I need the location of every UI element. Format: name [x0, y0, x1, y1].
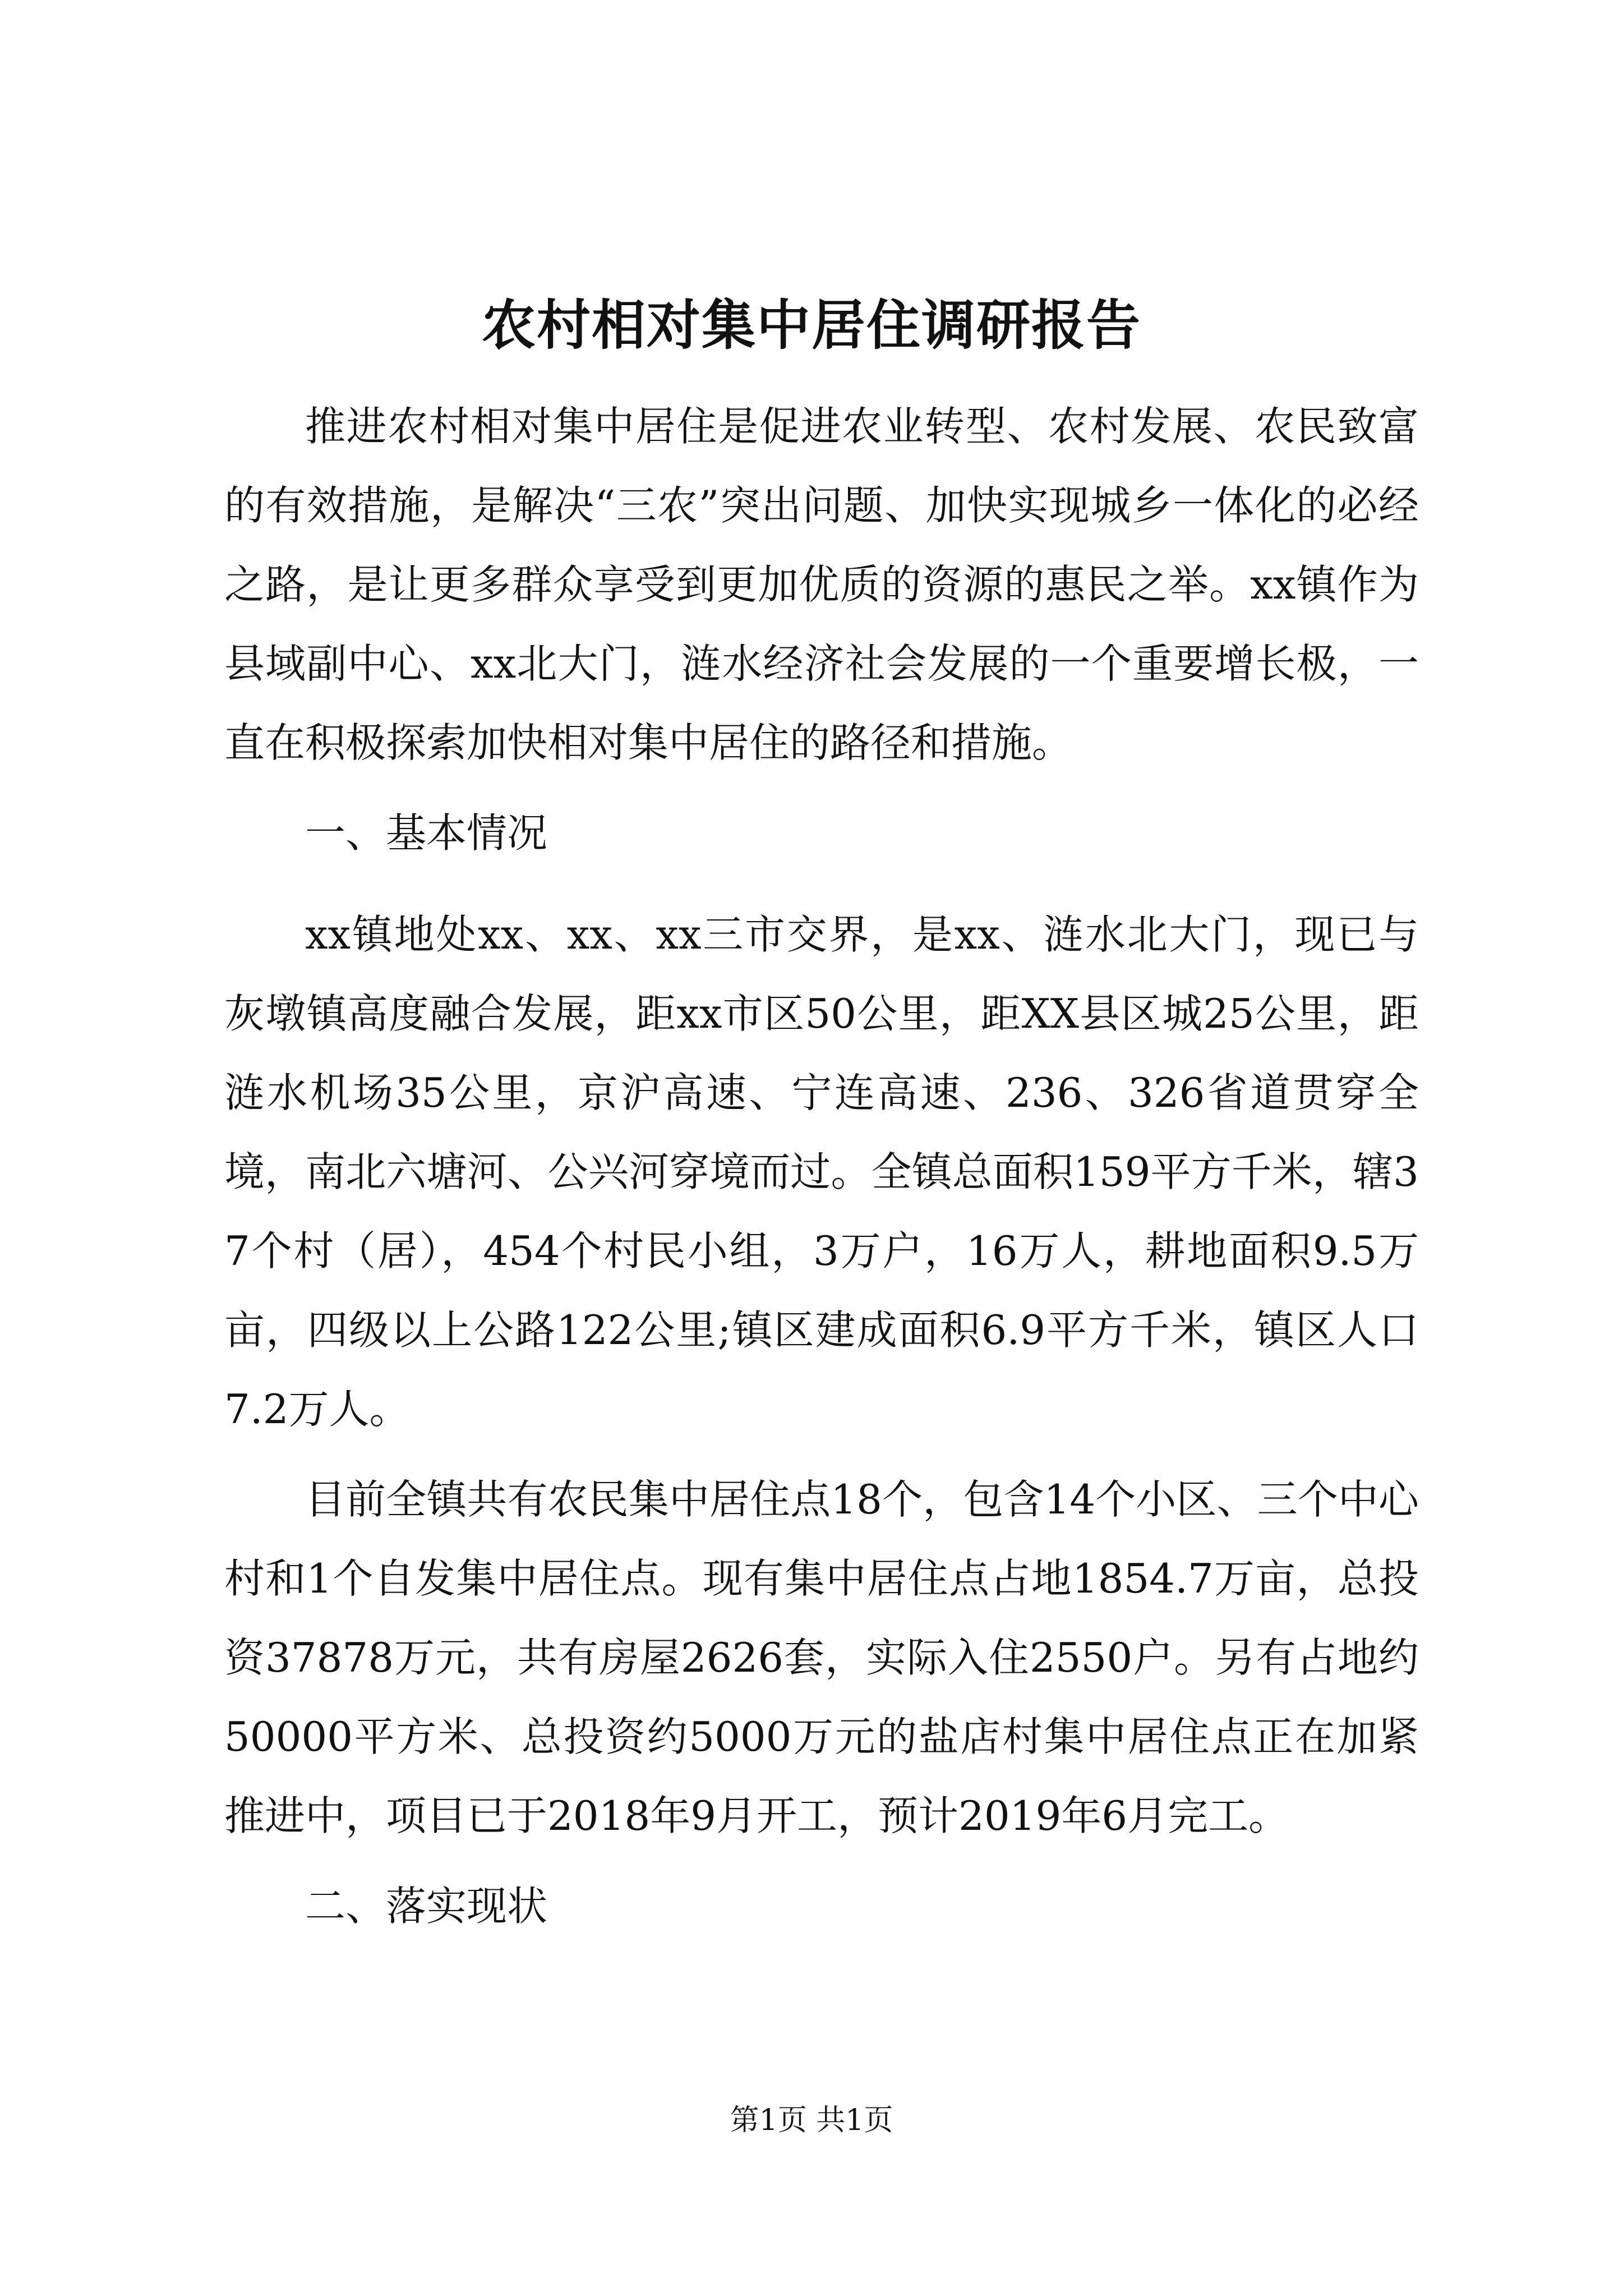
page-number-footer: 第1页 共1页 [730, 2104, 893, 2137]
document-body [224, 387, 1419, 1957]
section-heading-basic-situation: 一、基本情况 [305, 809, 548, 857]
section-heading-implementation-status: 二、落实现状 [305, 1883, 548, 1930]
basic-situation-paragraph: xx镇地处xx、xx、xx三市交界，是xx、涟水北大门，现已与灰墩镇高度融合发展，距xx市区50公里，距XX县区城25公里，距涟水机场35公里，京沪高速、宁连高速、236、326省道贯穿全境，南北六塘河、公兴河穿境而过。全镇总面积159平方千米，辖37个村（居），454个村民小组，3万户，16万人，耕地面积9.5万亩，四级以上公路122公里;镇区建成面积6.9平方千米，镇区人口7.2万人。 [224, 911, 1419, 1433]
settlement-points-paragraph: 目前全镇共有农民集中居住点18个，包含14个小区、三个中心村和1个自发集中居住点。现有集中居住点占地1854.7万亩，总投资37878万元，共有房屋2626套，实际入住2550户。另有占地约50000平方米、总投资约5000万元的盐店村集中居住点正在加紧推进中，项目已于2018年9月开工，预计2019年6月完工。 [224, 1476, 1419, 1839]
intro-paragraph: 推进农村相对集中居住是促进农业转型、农村发展、农民致富的有效措施，是解决“三农”突出问题、加快实现城乡一体化的必经之路，是让更多群众享受到更加优质的资源的惠民之举。xx镇作为县域副中心、xx北大门，涟水经济社会发展的一个重要增长极，一直在积极探索加快相对集中居住的路径和措施。 [224, 403, 1419, 766]
document-title: 农村相对集中居住调研报告 [482, 293, 1141, 357]
